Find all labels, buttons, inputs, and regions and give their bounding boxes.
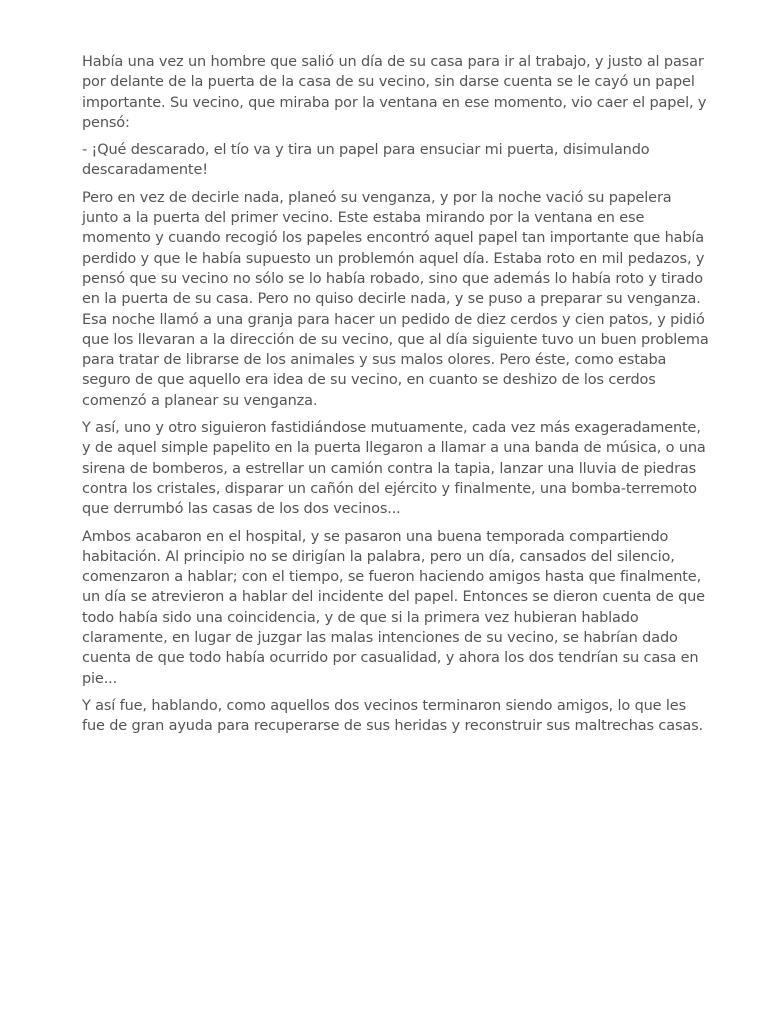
paragraph-2: - ¡Qué descarado, el tío va y tira un papel para ensuciar mi puerta, disimulando descaradamente! (82, 142, 650, 179)
document-page (82, 52, 712, 744)
paragraph-4: Y así, uno y otro siguieron fastidiándose mutuamente, cada vez más exageradamente, y de aquel simple papelito en la puerta llegaron a llamar a una banda de música, o una sirena de bomberos, a estrellar un camión contra la tapia, lanzar una lluvia de piedras contra los cristales, disparar un cañón del ejército y finalmente, una bomba-terremoto que derrumbó las casas de los dos vecinos... (82, 420, 706, 518)
paragraph-6: Y así fue, hablando, como aquellos dos vecinos terminaron siendo amigos, lo que les fue de gran ayuda para recuperarse de sus heridas y reconstruir sus maltrechas casas. (82, 697, 703, 735)
paragraph-3: Pero en vez de decirle nada, planeó su venganza, y por la noche vació su papelera junto a la puerta del primer vecino. Este estaba mirando por la ventana en ese momento y cuando recogió los papeles encontró aquel papel tan importante que había perdido y que le había supuesto un problemón aquel día. Estaba roto en mil pedazos, y pensó que su vecino no sólo se lo había robado, sino que además lo había roto y tirado en la puerta de su casa. Pero no quiso decirle nada, y se puso a preparar su venganza. Esa noche llamó a una granja para hacer un pedido de diez cerdos y cien patos, y pidió que los llevaran a la dirección de su vecino, que al día siguiente tuvo un buen problema para tratar de librarse de los animales y sus malos olores. Pero éste, como estaba seguro de que aquello era idea de su vecino, en cuanto se deshizo de los cerdos comenzó a planear su venganza. (82, 189, 709, 409)
paragraph-5: Ambos acabaron en el hospital, y se pasaron una buena temporada compartiendo habitación. Al principio no se dirigían la palabra, pero un día, cansados del silencio, comenzaron a hablar; con el tiempo, se fueron haciendo amigos hasta que finalmente, un día se atrevieron a hablar del incidente del papel. Entonces se dieron cuenta de que todo había sido una coincidencia, y de que si la primera vez hubieran hablado claramente, en lugar de juzgar las malas intenciones de su vecino, se habrían dado cuenta de que todo había ocurrido por casualidad, y ahora los dos tendrían su casa en pie... (82, 528, 705, 687)
paragraph-1: Había una vez un hombre que salió un día de su casa para ir al trabajo, y justo al pasar por delante de la puerta de la casa de su vecino, sin darse cuenta se le cayó un papel importante. Su vecino, que miraba por la ventana en ese momento, vio caer el papel, y pensó: (82, 54, 707, 131)
